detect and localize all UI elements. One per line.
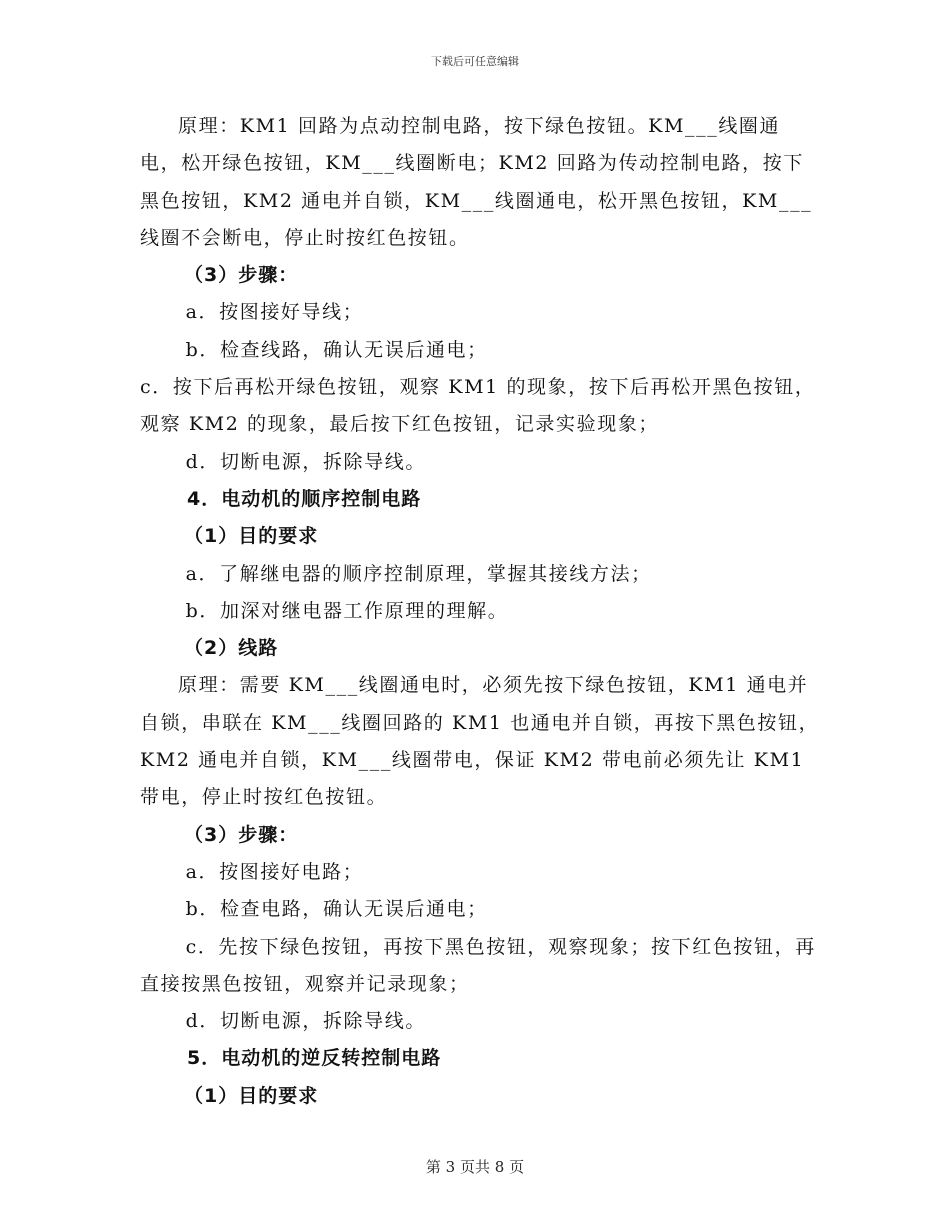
subheading-purpose-5: （1）目的要求: [184, 1084, 319, 1107]
list-item: a．了解继电器的顺序控制原理，掌握其接线方法；: [185, 562, 652, 585]
paragraph-principle-1: 原理：KM1 回路为点动控制电路，按下绿色按钮。KM___线圈通电，松开绿色按钮，KM___线圈断电；KM2 回路为传动控制电路，按下黑色按钮，KM2 通电并自锁，KM___线圈通电，松开黑色按钮，KM___线圈不会断电，停止时按红色按钮。: [140, 115, 813, 249]
document-body: [140, 108, 820, 1115]
list-item: d．切断电源，拆除导线。: [185, 450, 426, 473]
subheading-circuit-4: （2）线路: [184, 637, 279, 660]
list-item: b．检查电路，确认无误后通电；: [185, 898, 488, 921]
list-item: a．按图接好导线；: [185, 301, 364, 324]
subheading-steps-2: （3）步骤：: [184, 823, 299, 846]
list-item: d．切断电源，拆除导线。: [185, 1010, 426, 1033]
list-item: b．检查线路，确认无误后通电；: [185, 338, 488, 361]
subheading-purpose-4: （1）目的要求: [184, 525, 319, 548]
list-item: a．按图接好电路；: [185, 860, 364, 883]
page-footer: 第 3 页共 8 页: [425, 1158, 525, 1176]
list-item: c．先按下绿色按钮，再按下黑色按钮，观察现象；按下红色按钮，再直接按黑色按钮，观察并记录现象；: [140, 935, 816, 995]
paragraph-principle-2: 原理：需要 KM___线圈通电时，必须先按下绿色按钮，KM1 通电并自锁，串联在 KM___线圈回路的 KM1 也通电并自锁，再按下黑色按钮，KM2 通电并自锁，KM___线圈带电，保证 KM2 带电前必须先让 KM1 带电，停止时按红色按钮。: [140, 674, 820, 809]
page-header: 下载后可任意编辑: [431, 55, 519, 68]
list-item: c．按下后再松开绿色按钮，观察 KM1 的现象，按下后再松开黑色按钮，观察 KM2 的现象，最后按下红色按钮，记录实验现象；: [140, 376, 816, 436]
section-heading-4: 4．电动机的顺序控制电路: [187, 487, 422, 510]
list-item: b．加深对继电器工作原理的理解。: [185, 599, 509, 622]
subheading-steps-1: （3）步骤：: [184, 264, 299, 287]
section-heading-5: 5．电动机的逆反转控制电路: [187, 1047, 442, 1070]
